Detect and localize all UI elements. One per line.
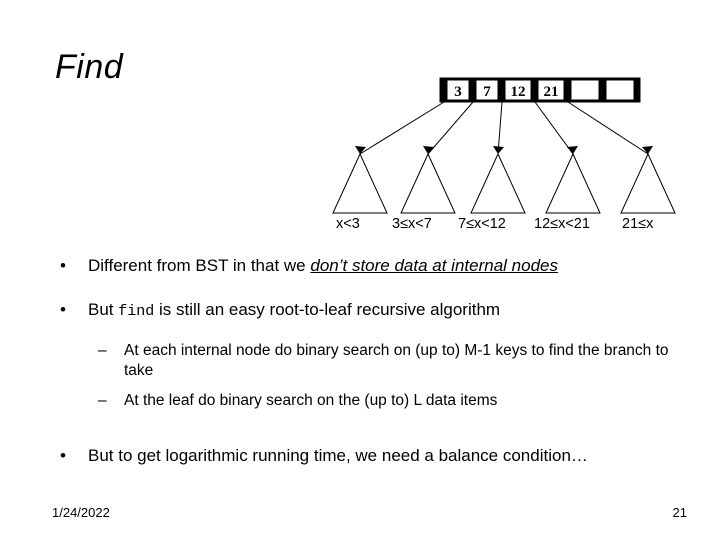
bullet-item-2 (52, 299, 682, 323)
bullet-2-code: find (118, 303, 155, 320)
bullet-subitem-2-text: At the leaf do binary search on the (up to) L data items (124, 392, 498, 409)
btree-arrowheads (355, 146, 653, 154)
bullet-dot-icon: • (60, 256, 66, 275)
root-node (440, 78, 640, 102)
bullet-1-text-pre: Different from BST in that we (88, 256, 311, 275)
child-range-label-4: 21≤x (622, 216, 654, 232)
footer-page-number: 21 (672, 505, 687, 520)
spacer-4 (52, 415, 682, 433)
dash-bullet-icon: – (98, 392, 107, 409)
page-title: Find (55, 48, 124, 86)
bullet-dot-icon: • (60, 446, 66, 465)
spacer-1 (52, 281, 682, 299)
btree-diagram (330, 68, 700, 243)
child-range-label-0: x<3 (336, 216, 360, 232)
child-range-label-1: 3≤x<7 (392, 216, 432, 232)
bullet-dot-icon: • (60, 300, 66, 319)
node-key-1: 7 (483, 84, 491, 100)
bullet-subitem-1-text: At each internal node do binary search on (up to) M-1 keys to find the branch to take (124, 342, 669, 379)
child-range-label-3: 12≤x<21 (534, 216, 590, 232)
node-key-0: 3 (454, 84, 462, 100)
spacer-2 (52, 327, 682, 341)
dash-bullet-icon: – (98, 342, 107, 359)
bullet-subitem-2 (52, 391, 682, 411)
subtree-triangles (333, 154, 675, 213)
bullet-2-text-post: is still an easy root-to-leaf recursive algorithm (154, 300, 501, 319)
node-key-3: 21 (543, 84, 559, 100)
bullet-1-text-emphasis: don’t store data at internal nodes (310, 256, 558, 275)
bullet-list (52, 255, 682, 471)
footer-date: 1/24/2022 (52, 505, 110, 520)
spacer-5 (52, 433, 682, 445)
bullet-subitem-1 (52, 341, 682, 381)
bullet-2-text-pre: But (88, 300, 119, 319)
node-key-2: 12 (510, 84, 526, 100)
bullet-item-1 (52, 255, 682, 277)
btree-edges (360, 102, 648, 154)
bullet-item-3 (52, 445, 682, 467)
child-range-label-2: 7≤x<12 (458, 216, 506, 232)
bullet-3-text: But to get logarithmic running time, we need a balance condition… (88, 446, 588, 465)
